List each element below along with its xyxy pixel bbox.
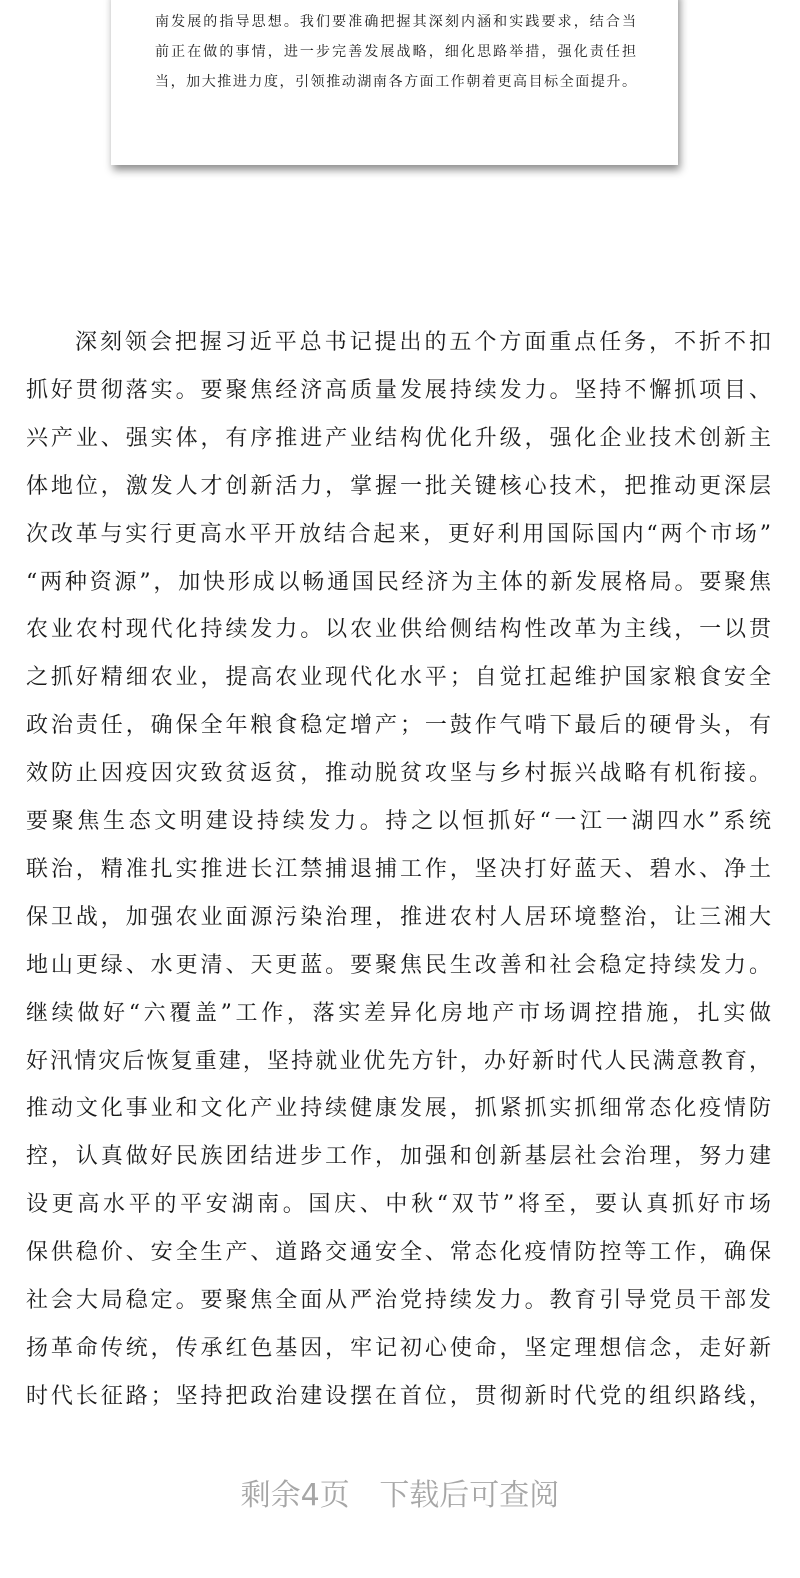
body-line: 联治，精准扎实推进长江禁捕退捕工作，坚决打好蓝天、碧水、净土 (26, 856, 771, 882)
card-line: 前正在做的事情，进一步完善发展战略，细化思路举措，强化责任担 (155, 44, 636, 60)
body-line: “两种资源”，加快形成以畅通国民经济为主体的新发展格局。要聚焦 (26, 569, 771, 595)
body-line: 之抓好精细农业，提高农业现代化水平；自觉扛起维护国家粮食安全 (26, 665, 771, 691)
preview-card (111, 0, 678, 165)
body-line: 时代长征路；坚持把政治建设摆在首位，贯彻新时代党的组织路线， (26, 1383, 771, 1409)
body-line: 兴产业、强实体，有序推进产业结构优化升级，强化企业技术创新主 (26, 425, 771, 451)
body-line: 设更高水平的平安湖南。国庆、中秋“双节”将至，要认真抓好市场 (26, 1192, 771, 1218)
body-line: 农业农村现代化持续发力。以农业供给侧结构性改革为主线，一以贯 (26, 617, 771, 643)
body-line: 政治责任，确保全年粮食稳定增产；一鼓作气啃下最后的硬骨头，有 (26, 713, 771, 739)
body-line: 好汛情灾后恢复重建，坚持就业优先方针，办好新时代人民满意教育， (26, 1048, 771, 1074)
body-line: 次改革与实行更高水平开放结合起来，更好利用国际国内“两个市场” (26, 521, 771, 547)
body-line: 效防止因疫因灾致贫返贫，推动脱贫攻坚与乡村振兴战略有机衔接。 (26, 761, 771, 787)
body-line: 社会大局稳定。要聚焦全面从严治党持续发力。教育引导党员干部发 (26, 1288, 771, 1313)
download-hint-label: 下载后可查阅 (379, 1478, 560, 1513)
card-line: 当，加大推进力度，引领推动湖南各方面工作朝着更高目标全面提升。 (155, 74, 636, 90)
body-line: 深刻领会把握习近平总书记提出的五个方面重点任务，不折不扣 (75, 330, 771, 355)
remaining-pages-banner[interactable] (0, 1470, 800, 1514)
body-line: 要聚焦生态文明建设持续发力。持之以恒抓好“一江一湖四水”系统 (26, 809, 771, 834)
body-line: 控，认真做好民族团结进步工作，加强和创新基层社会治理，努力建 (26, 1144, 771, 1170)
body-line: 保供稳价、安全生产、道路交通安全、常态化疫情防控等工作，确保 (26, 1240, 771, 1266)
body-line: 保卫战，加强农业面源污染治理，推进农村人居环境整治，让三湘大 (26, 904, 771, 930)
body-line: 扬革命传统，传承红色基因，牢记初心使命，坚定理想信念，走好新 (26, 1335, 771, 1361)
body-line: 地山更绿、水更清、天更蓝。要聚焦民生改善和社会稳定持续发力。 (26, 952, 771, 978)
remaining-pages-label: 剩余4页 (240, 1478, 350, 1513)
body-line: 抓好贯彻落实。要聚焦经济高质量发展持续发力。坚持不懈抓项目、 (26, 377, 771, 403)
body-line: 继续做好“六覆盖”工作，落实差异化房地产市场调控措施，扎实做 (26, 1000, 771, 1026)
body-line: 体地位，激发人才创新活力，掌握一批关键核心技术，把推动更深层 (26, 473, 771, 499)
body-line: 推动文化事业和文化产业持续健康发展，抓紧抓实抓细常态化疫情防 (26, 1096, 771, 1122)
card-line: 南发展的指导思想。我们要准确把握其深刻内涵和实践要求，结合当 (155, 14, 636, 30)
